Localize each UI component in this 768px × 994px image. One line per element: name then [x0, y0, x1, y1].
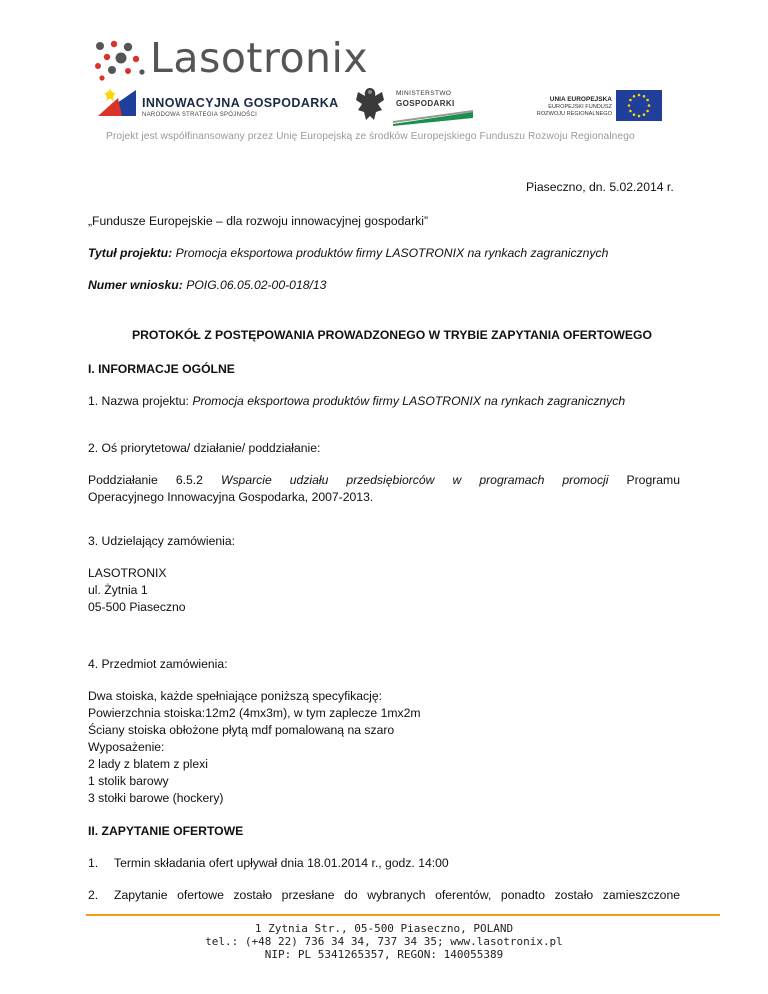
ordering-party-city: 05-500 Piaseczno: [88, 600, 186, 614]
application-number-line: [88, 276, 326, 294]
offer-item-text: Termin składania ofert upływał dnia 18.01.2014 r., godz. 14:00: [114, 856, 449, 870]
section-offer-request: II. ZAPYTANIE OFERTOWE: [88, 824, 244, 838]
project-title-line: [88, 244, 608, 262]
offer-item-number: 2.: [88, 888, 99, 902]
section-general-info: I. INFORMACJE OGÓLNE: [88, 362, 235, 376]
project-title-value: Promocja eksportowa produktów firmy LASOTRONIX na rynkach zagranicznych: [172, 246, 609, 260]
item-priority-axis-line2: Operacyjnego Innowacyjna Gospodarka, 2007-2013.: [88, 490, 374, 504]
ministry-stripe-icon: [393, 110, 473, 126]
application-value: POIG.06.05.02-00-018/13: [182, 278, 327, 292]
eu-title: UNIA EUROPEJSKA: [549, 96, 612, 103]
subject-line: Dwa stoiska, każde spełniające poniższą specyfikację:: [88, 689, 382, 703]
polish-eagle-icon: [352, 84, 388, 124]
protocol-heading: PROTOKÓŁ Z POSTĘPOWANIA PROWADZONEGO W TRYBIE ZAPYTANIA OFERTOWEGO: [132, 328, 653, 342]
subject-line: 1 stolik barowy: [88, 774, 169, 788]
footer-divider: [86, 914, 720, 916]
subject-line: 2 lady z blatem z plexi: [88, 757, 208, 771]
item1-label: 1. Nazwa projektu:: [88, 394, 193, 408]
item-ordering-party-label: 3. Udzielający zamówienia:: [88, 534, 235, 548]
subject-line: 3 stołki barowe (hockery): [88, 791, 224, 805]
footer-address: 1 Zytnia Str., 05-500 Piaseczno, POLAND: [254, 922, 514, 935]
ordering-party-name: LASOTRONIX: [88, 566, 167, 580]
footer-tax-ids: NIP: PL 5341265357, REGON: 140055389: [264, 948, 504, 961]
project-title-label: Tytuł projektu:: [88, 246, 173, 260]
offer-item-text: Zapytanie ofertowe zostało przesłane do wybranych oferentów, ponadto zostało zamieszczone: [114, 888, 680, 902]
eu-flag-icon: [616, 90, 662, 121]
subject-line: Wyposażenie:: [88, 740, 165, 754]
letterhead: [0, 0, 768, 150]
motto: „Fundusze Europejskie – dla rozwoju innowacyjnej gospodarki”: [88, 214, 429, 228]
eu-line1: EUROPEJSKI FUNDUSZ: [548, 104, 612, 110]
offer-item-number: 1.: [88, 856, 99, 870]
ig-logo-subtitle: NARODOWA STRATEGIA SPÓJNOŚCI: [142, 112, 258, 118]
item2-post: Programu: [608, 473, 680, 487]
cofinancing-note: Projekt jest współfinansowany przez Unię Europejską ze środków Europejskiego Funduszu Rozwoju Regionalnego: [106, 131, 635, 142]
lasotronix-dots-icon: [92, 38, 148, 84]
eu-line2: ROZWOJU REGIONALNEGO: [536, 111, 612, 117]
item-priority-axis-label: 2. Oś priorytetowa/ działanie/ poddziałanie:: [88, 441, 321, 455]
item-subject-label: 4. Przedmiot zamówienia:: [88, 657, 228, 671]
ordering-party-street: ul. Żytnia 1: [88, 583, 148, 597]
item-project-name: [88, 392, 625, 410]
brand-logo-text: Lasotronix: [150, 34, 369, 82]
application-label: Numer wniosku:: [88, 278, 183, 292]
subject-line: Powierzchnia stoiska:12m2 (4mx3m), w tym zaplecze 1mx2m: [88, 706, 421, 720]
footer-contact: tel.: (+48 22) 736 34 34, 737 34 35; www.lasotronix.pl: [205, 935, 563, 948]
ig-logo-title: INNOWACYJNA GOSPODARKA: [142, 96, 339, 110]
item2-italic: Wsparcie udziału przedsiębiorców w programach promocji: [220, 473, 609, 487]
ministry-bottom-text: GOSPODARKI: [396, 99, 455, 108]
item1-value: Promocja eksportowa produktów firmy LASOTRONIX na rynkach zagranicznych: [192, 394, 626, 408]
place-date: Piaseczno, dn. 5.02.2014 r.: [526, 180, 674, 194]
item-priority-axis-line1: [88, 471, 680, 489]
innowacyjna-gospodarka-logo-icon: [96, 86, 138, 120]
subject-line: Ściany stoiska obłożone płytą mdf pomalowaną na szaro: [88, 723, 395, 737]
item2-pre: Poddziałanie 6.5.2: [88, 473, 221, 487]
ministry-top-text: MINISTERSTWO: [396, 90, 452, 97]
